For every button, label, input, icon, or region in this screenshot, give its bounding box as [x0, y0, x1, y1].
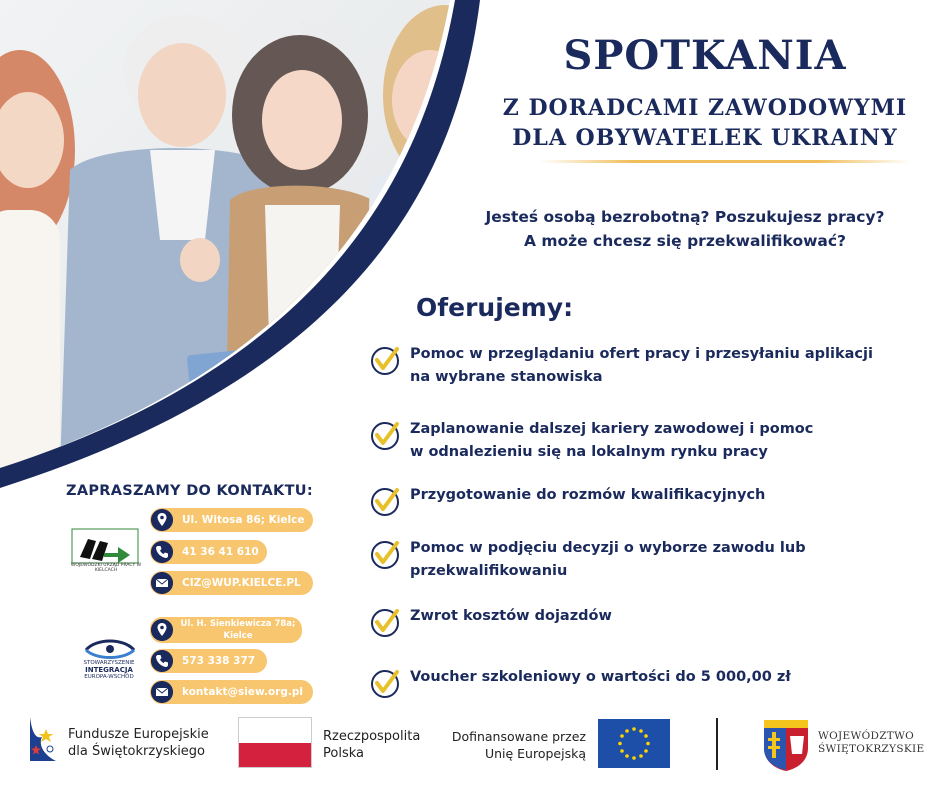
siew-email-pill[interactable]: [150, 680, 313, 704]
offer-line-1: Voucher szkoleniowy o wartości do 5 000,00 zł: [410, 669, 791, 685]
siew-logo-line-3: EUROPA-WSCHÓD: [84, 674, 134, 680]
offer-item: [368, 343, 933, 391]
envelope-icon: [151, 572, 173, 594]
eu-cofinanced-text: [440, 728, 586, 762]
pl-line-1: Rzeczpospolita: [323, 729, 421, 744]
offer-line-1: Zaplanowanie dalszej kariery zawodowej i pomoc: [410, 421, 814, 437]
subtitle-line-2: DLA OBYWATELEK UKRAINY: [512, 125, 898, 151]
wup-logo-text: WOJEWÓDZKI URZĄD PRACY W KIELCACH: [70, 563, 142, 573]
checkmark-icon: [368, 537, 404, 573]
fundusze-europejskie-logo: [28, 715, 58, 763]
siew-logo: [80, 636, 140, 662]
checkmark-icon: [368, 418, 404, 454]
wup-logo: [70, 527, 140, 587]
phone-icon: [151, 650, 173, 672]
offer-line-2: w odnalezieniu się na lokalnym rynku pracy: [410, 444, 768, 460]
location-pin-icon: [151, 619, 173, 641]
offer-line-1: Pomoc w podjęciu decyzji o wyborze zawodu lub: [410, 540, 806, 556]
wup-address: Ul. Witosa 86; Kielce: [182, 514, 305, 526]
subtitle-line-1: Z DORADCAMI ZAWODOWYMI: [502, 95, 908, 121]
checkmark-icon: [368, 343, 404, 379]
woj-line-2: ŚWIĘTOKRZYSKIE: [818, 743, 925, 755]
wup-phone-pill[interactable]: [150, 540, 267, 564]
offer-item: [368, 418, 933, 466]
offer-item: [368, 666, 933, 714]
offer-item: [368, 537, 933, 585]
swietokrzyskie-crest-icon: [762, 718, 810, 772]
location-pin-icon: [151, 509, 173, 531]
fe-line-2: dla Świętokrzyskiego: [68, 744, 206, 759]
rzeczpospolita-text: [323, 728, 420, 762]
title-underline: [540, 160, 910, 163]
siew-logo-line-2: INTEGRACJA: [85, 666, 133, 674]
checkmark-icon: [368, 605, 404, 641]
siew-phone: 573 338 377: [182, 655, 256, 667]
wup-address-pill: [150, 508, 313, 532]
siew-logo-text: [76, 660, 142, 681]
offer-item: [368, 605, 933, 653]
poster-subtitle: [470, 93, 940, 153]
siew-logo-line-1: STOWARZYSZENIE: [83, 660, 135, 666]
siew-phone-pill[interactable]: [150, 649, 267, 673]
offer-line-1: Przygotowanie do rozmów kwalifikacyjnych: [410, 487, 766, 503]
envelope-icon: [151, 681, 173, 703]
woj-line-1: WOJEWÓDZTWO: [818, 730, 915, 742]
pl-line-2: Polska: [323, 746, 364, 761]
fundusze-europejskie-text: [68, 726, 209, 760]
offer-item: [368, 484, 933, 532]
checkmark-icon: [368, 484, 404, 520]
question-line-2: A może chcesz się przekwalifikować?: [523, 232, 847, 250]
siew-address: [178, 618, 298, 642]
poland-flag: [238, 717, 312, 768]
eu-line-2: Unię Europejską: [484, 746, 586, 761]
eu-line-1: Dofinansowane przez: [451, 729, 586, 744]
offer-line-1: Pomoc w przeglądaniu ofert pracy i przesyłaniu aplikacji: [410, 346, 873, 362]
offer-line-1: Zwrot kosztów dojazdów: [410, 608, 612, 624]
siew-address-pill: [150, 617, 302, 643]
offer-line-2: na wybrane stanowiska: [410, 369, 603, 385]
footer-divider: [716, 718, 718, 770]
offer-heading: Oferujemy:: [416, 293, 574, 322]
offer-line-2: przekwalifikowaniu: [410, 563, 568, 579]
contact-heading: ZAPRASZAMY DO KONTAKTU:: [66, 483, 313, 499]
eu-flag: [598, 719, 670, 768]
intro-question: [440, 205, 930, 253]
fe-line-1: Fundusze Europejskie: [68, 727, 209, 742]
wup-phone: 41 36 41 610: [182, 546, 259, 558]
phone-icon: [151, 541, 173, 563]
question-line-1: Jesteś osobą bezrobotną? Poszukujesz pracy?: [485, 208, 885, 226]
wup-email: CIZ@WUP.KIELCE.PL: [182, 577, 301, 589]
siew-email: kontakt@siew.org.pl: [182, 686, 303, 698]
wojewodztwo-text: [818, 730, 924, 756]
wup-email-pill[interactable]: [150, 571, 313, 595]
siew-address-line-2: Kielce: [223, 631, 253, 641]
siew-address-line-1: Ul. H. Sienkiewicza 78a;: [180, 619, 296, 629]
women-group-photo: [0, 0, 480, 488]
poster-title: SPOTKANIA: [563, 32, 847, 79]
checkmark-icon: [368, 666, 404, 702]
